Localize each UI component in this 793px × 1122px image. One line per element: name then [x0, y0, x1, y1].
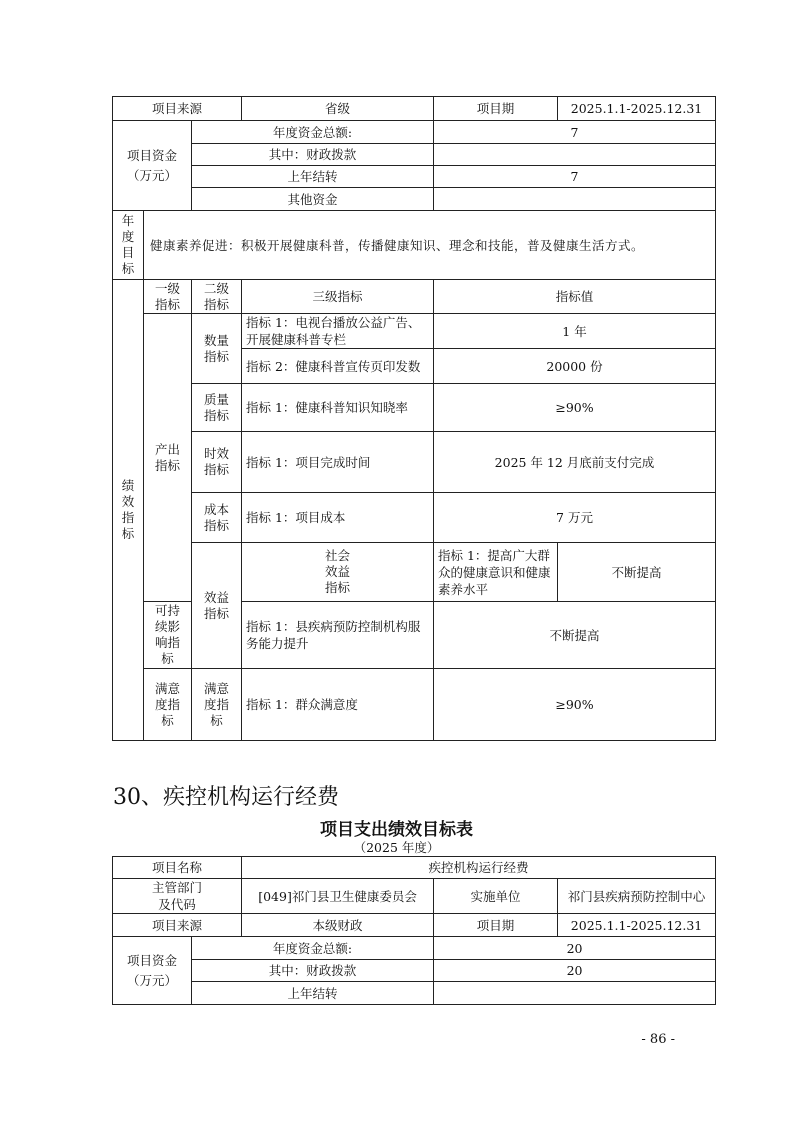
fiscal-label-2: 其中：财政拨款 [192, 960, 434, 982]
sustainability-indicator-1: 指标 1：县疾病预防控制机构服务能力提升 [242, 602, 434, 669]
annual-goal-label: 年度目标 [113, 211, 144, 280]
quality-indicator-1: 指标 1：健康科普知识知晓率 [242, 384, 434, 432]
table-year: （2025 年度） [353, 840, 440, 855]
funds-label: 项目资金（万元） [113, 121, 192, 211]
cost-indicators-label: 成本指标 [192, 493, 242, 543]
project-name-label: 项目名称 [113, 857, 242, 879]
satisfaction-indicator-1: 指标 1：群众满意度 [242, 669, 434, 741]
timeliness-indicators-label: 时效指标 [192, 432, 242, 493]
quantity-indicator-2-value: 20000 份 [434, 349, 716, 384]
project-name-value: 疾控机构运行经费 [242, 857, 716, 879]
quality-indicators-label: 质量指标 [192, 384, 242, 432]
performance-table-continued [112, 96, 716, 741]
period-label: 项目期 [434, 97, 558, 121]
quantity-indicator-1: 指标 1：电视台播放公益广告、开展健康科普专栏 [242, 314, 434, 349]
period-value-2: 2025.1.1-2025.12.31 [558, 914, 716, 937]
performance-indicators-label: 绩效指标 [113, 280, 144, 741]
header-level3: 三级指标 [242, 280, 434, 314]
benefit-indicators-label: 效益指标 [192, 543, 242, 669]
satisfaction-indicators-label: 满意度指标 [144, 669, 192, 741]
sustainability-label: 可持续影响指标 [144, 602, 192, 669]
quantity-indicators-label: 数量指标 [192, 314, 242, 384]
performance-table-30 [112, 856, 716, 1005]
dept-label: 主管部门及代码 [113, 879, 242, 914]
other-funds-label: 其他资金 [192, 188, 434, 211]
source-label-2: 项目来源 [113, 914, 242, 937]
source-value-2: 本级财政 [242, 914, 434, 937]
annual-total-value-2: 20 [434, 937, 716, 960]
social-benefit-label: 社会效益指标 [242, 543, 434, 602]
carryover-value-2 [434, 982, 716, 1005]
quality-indicator-1-value: ≥90% [434, 384, 716, 432]
dept-value: [049]祁门县卫生健康委员会 [242, 879, 434, 914]
funds-label-2: 项目资金（万元） [113, 937, 192, 1005]
other-funds-value [434, 188, 716, 211]
cost-indicator-1: 指标 1：项目成本 [242, 493, 434, 543]
header-level2: 二级指标 [192, 280, 242, 314]
annual-total-label-2: 年度资金总额: [192, 937, 434, 960]
page-number: - 86 - [641, 1032, 675, 1047]
header-level1: 一级指标 [144, 280, 192, 314]
carryover-label-2: 上年结转 [192, 982, 434, 1005]
source-label: 项目来源 [113, 97, 242, 121]
fiscal-value-2: 20 [434, 960, 716, 982]
output-indicators-label: 产出指标 [144, 314, 192, 602]
carryover-label: 上年结转 [192, 166, 434, 188]
table-title: 项目支出绩效目标表 [320, 820, 473, 840]
section-heading: 30、疾控机构运行经费 [113, 785, 339, 810]
impl-unit-value: 祁门县疾病预防控制中心 [558, 879, 716, 914]
fiscal-label: 其中：财政拨款 [192, 144, 434, 166]
impl-unit-label: 实施单位 [434, 879, 558, 914]
timeliness-indicator-1-value: 2025 年 12 月底前支付完成 [434, 432, 716, 493]
period-value: 2025.1.1-2025.12.31 [558, 97, 716, 121]
fiscal-value [434, 144, 716, 166]
social-benefit-indicator-1: 指标 1：提高广大群众的健康意识和健康素养水平 [434, 543, 558, 602]
header-value: 指标值 [434, 280, 716, 314]
annual-goal-text: 健康素养促进：积极开展健康科普，传播健康知识、理念和技能，普及健康生活方式。 [144, 211, 716, 280]
timeliness-indicator-1: 指标 1：项目完成时间 [242, 432, 434, 493]
cost-indicator-1-value: 7 万元 [434, 493, 716, 543]
satisfaction-indicator-1-value: ≥90% [434, 669, 716, 741]
carryover-value: 7 [434, 166, 716, 188]
social-benefit-indicator-1-value: 不断提高 [558, 543, 716, 602]
satisfaction-sub-label: 满意度指标 [192, 669, 242, 741]
annual-total-value: 7 [434, 121, 716, 144]
source-value: 省级 [242, 97, 434, 121]
annual-total-label: 年度资金总额: [192, 121, 434, 144]
period-label-2: 项目期 [434, 914, 558, 937]
quantity-indicator-2: 指标 2：健康科普宣传页印发数 [242, 349, 434, 384]
quantity-indicator-1-value: 1 年 [434, 314, 716, 349]
sustainability-indicator-1-value: 不断提高 [434, 602, 716, 669]
